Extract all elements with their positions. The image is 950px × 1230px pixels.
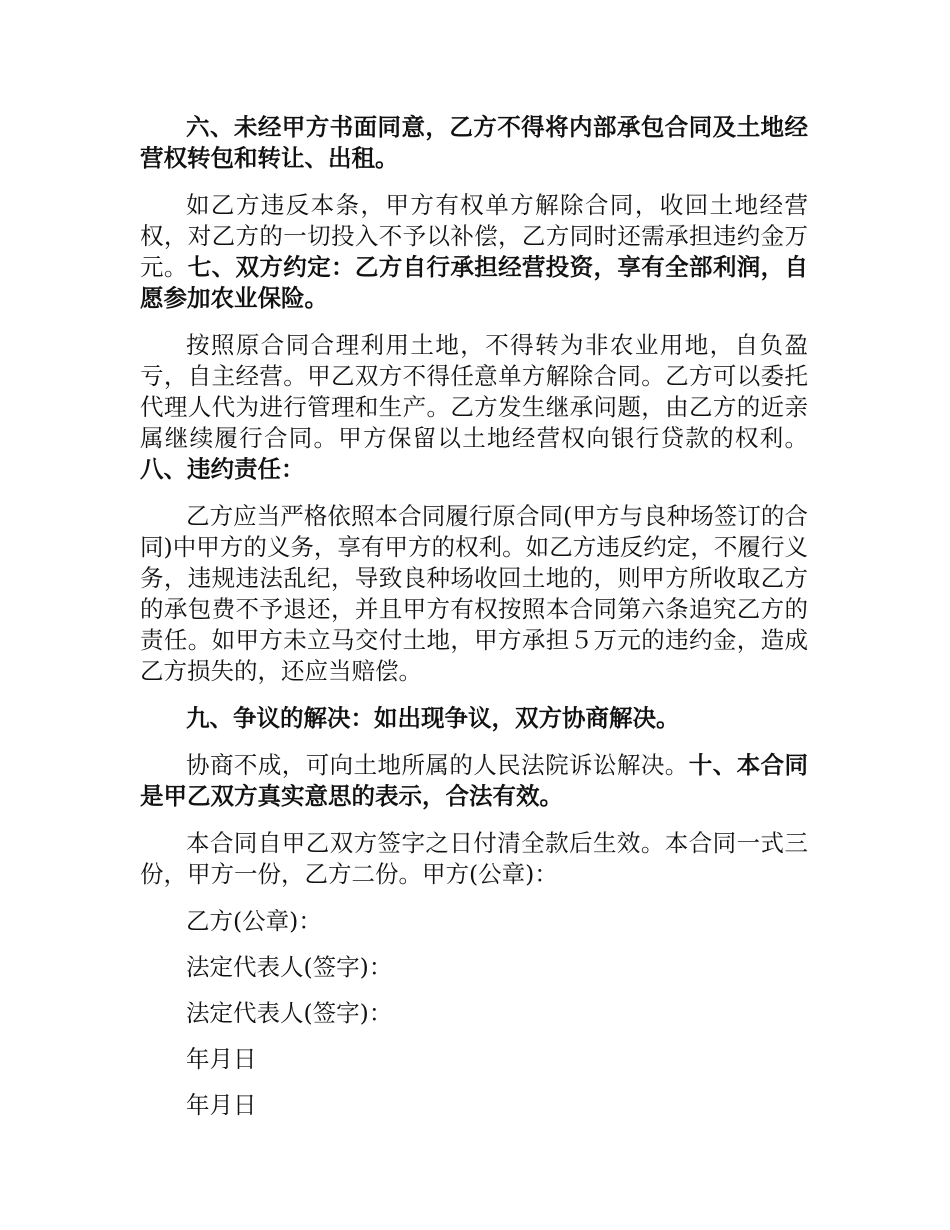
signature-date-1: 年月日 (186, 1045, 257, 1073)
section-6-heading: 六、未经甲方书面同意，乙方不得将内部承包合同及土地经营权转包和转让、出租。 (140, 113, 808, 172)
signature-legal-rep-1: 法定代表人(签字)： (186, 953, 393, 981)
section-9-heading: 九、争议的解决：如出现争议，双方协商解决。 (186, 704, 680, 732)
section-8-paragraph: 乙方应当严格依照本合同履行原合同(甲方与良种场签订的合同)中甲方的义务，享有甲方的权利。如乙方违反约定，不履行义务，违规违法乱纪，导致良种场收回土地的，则甲方所收取乙方的承包费不予退还，并且甲方有权按照本合同第六条追究乙方的责任。如甲方未立马交付土地，甲方承担５万元的违约金，造成乙方损失的，还应当赔偿。 (140, 502, 808, 685)
section-6-paragraph (140, 190, 808, 314)
section-8-heading: 八、违约责任： (140, 455, 305, 483)
section-10-heading: 十、本合同是甲乙双方真实意思的表示，合法有效。 (140, 751, 809, 810)
section-9-body-text: 协商不成，可向土地所属的人民法院诉讼解决。 (186, 751, 689, 779)
section-9-paragraph (140, 750, 808, 812)
section-7-paragraph (140, 330, 808, 485)
signature-party-b: 乙方(公章)： (186, 907, 322, 935)
section-7-heading: 七、双方约定：乙方自行承担经营投资，享有全部利润，自愿参加农业保险。 (140, 253, 809, 312)
signature-date-2: 年月日 (186, 1091, 257, 1119)
section-6-body-text: 如乙方违反本条，甲方有权单方解除合同，收回土地经营权，对乙方的一切投入不予以补偿，乙方同时还需承担违约金万元。 (140, 191, 808, 281)
section-10-paragraph: 本合同自甲乙双方签字之日付清全款后生效。本合同一式三份，甲方一份，乙方二份。甲方(公章)： (140, 829, 808, 888)
signature-legal-rep-2: 法定代表人(签字)： (186, 999, 393, 1027)
document-body (140, 112, 808, 1136)
section-7-body-text: 按照原合同合理利用土地，不得转为非农业用地，自负盈亏，自主经营。甲乙双方不得任意单方解除合同。乙方可以委托代理人代为进行管理和生产。乙方发生继承问题，由乙方的近亲属继续履行合同。甲方保留以土地经营权向银行贷款的权利。 (140, 331, 808, 452)
